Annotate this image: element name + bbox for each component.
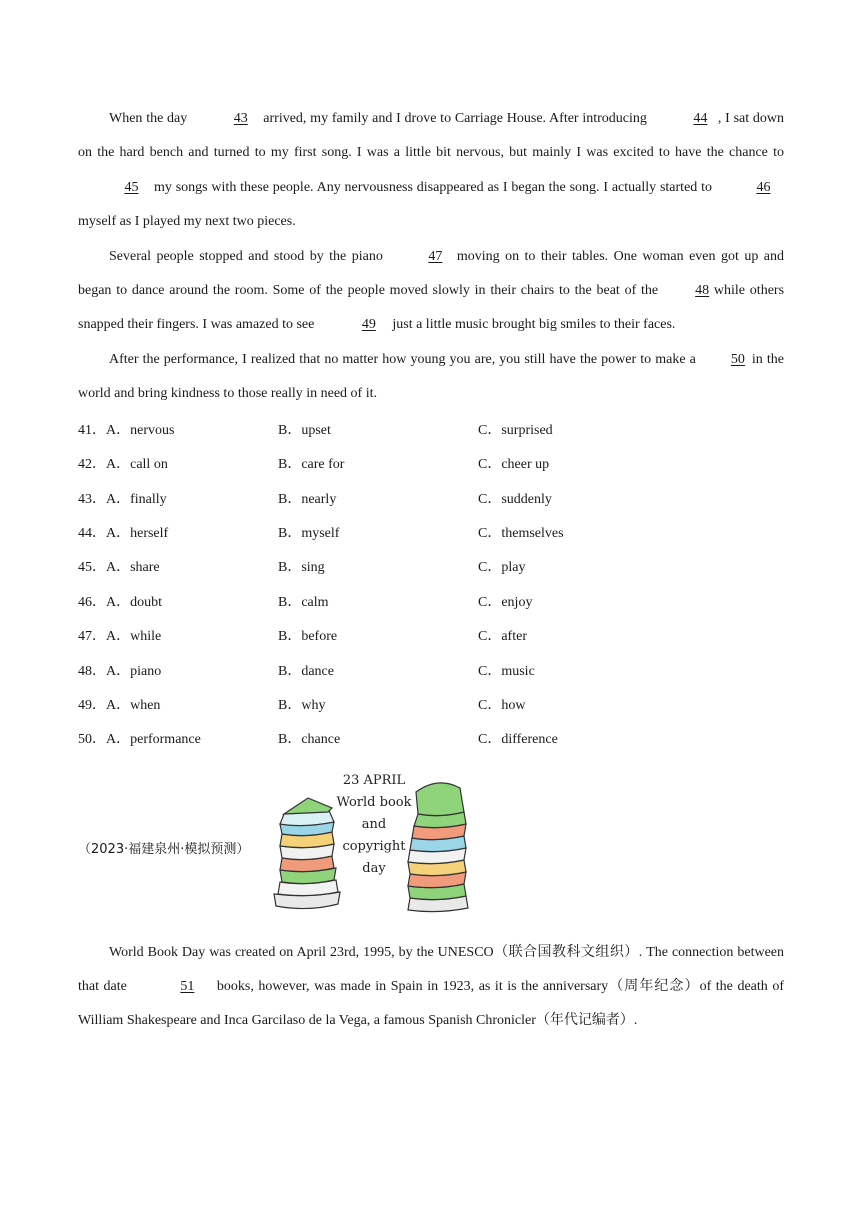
- option-a: A．finally: [106, 491, 167, 507]
- option-row: [78, 652, 784, 686]
- text: arrived, my family and I drove to Carriage House. After introducing: [263, 111, 647, 126]
- option-c: C．music: [478, 663, 535, 679]
- option-b: B．why: [278, 697, 326, 713]
- content-area: [78, 102, 784, 1039]
- paragraph-3: [78, 343, 784, 412]
- paragraph-2: [78, 240, 784, 343]
- text: moving on to their tables. One woman even got up and began to dance around the room. Some of the people moved slowly in their chairs to the beat of the: [78, 248, 784, 299]
- paragraph-1: [78, 102, 784, 240]
- world-book-day-poster: [268, 768, 480, 918]
- option-b: B．upset: [278, 422, 331, 438]
- option-b: B．sing: [278, 560, 325, 576]
- text: books, however, was made in Spain in 1923, as it is the anniversary（周年纪念）of the death of William Shakespeare and Inca Garcilaso de la Vega, a famous Spanish Chronicler（年代记编者）.: [78, 978, 784, 1029]
- poster-line-3: and: [361, 816, 387, 832]
- source-row: [78, 768, 784, 918]
- option-row: [78, 584, 784, 618]
- option-b: B．myself: [278, 526, 340, 542]
- blank-51: 51: [180, 978, 195, 994]
- text: my songs with these people. Any nervousness disappeared as I began the song. I actually started to: [154, 179, 712, 195]
- option-c: C．after: [478, 629, 527, 645]
- option-b: B．dance: [278, 663, 334, 679]
- option-a: A．when: [106, 697, 161, 713]
- option-row: [78, 618, 784, 652]
- poster-line-4: copyright: [342, 838, 406, 854]
- option-a: A．nervous: [106, 422, 175, 438]
- question-number: 45．: [78, 560, 106, 576]
- option-a: A．piano: [106, 663, 162, 679]
- blank-48: 48: [695, 283, 710, 299]
- text: After the performance, I realized that no matter how young you are, you still have the power to make a: [109, 351, 696, 367]
- blank-47: 47: [428, 248, 443, 264]
- option-row: [78, 480, 784, 514]
- blank-50: 50: [730, 351, 745, 367]
- question-number: 46．: [78, 594, 106, 610]
- option-c: C．suddenly: [478, 491, 552, 507]
- option-a: A．while: [106, 629, 162, 645]
- blank-49: 49: [361, 317, 376, 333]
- poster-line-2: World book: [336, 794, 412, 810]
- option-b: B．care for: [278, 457, 345, 473]
- text: , I sat down on the hard bench and turned to my first song. I was a little bit nervous, but mainly I was excited to have the chance to: [78, 111, 784, 161]
- option-a: A．doubt: [106, 594, 162, 610]
- question-number: 43．: [78, 491, 106, 507]
- option-row: [78, 721, 784, 755]
- blank-43: 43: [233, 111, 248, 126]
- text: myself as I played my next two pieces.: [78, 214, 296, 230]
- text: Several people stopped and stood by the piano: [109, 248, 383, 264]
- option-row: [78, 412, 784, 446]
- text: just a little music brought big smiles to their faces.: [392, 317, 676, 333]
- option-c: C．enjoy: [478, 594, 533, 610]
- question-number: 47．: [78, 629, 106, 645]
- option-a: A．performance: [106, 732, 201, 748]
- option-a: A．share: [106, 560, 160, 576]
- option-c: C．how: [478, 697, 526, 713]
- options-list: [78, 412, 784, 756]
- option-row: [78, 549, 784, 583]
- question-number: 42．: [78, 457, 106, 473]
- option-row: [78, 446, 784, 480]
- text: When the day: [109, 111, 188, 126]
- option-c: C．play: [478, 560, 526, 576]
- text: World Book Day was created on April 23rd, 1995, by the UNESCO（联合国教科文组织）. The connection between that date: [78, 944, 784, 994]
- blank-45: 45: [124, 179, 139, 195]
- option-c: C．surprised: [478, 422, 553, 438]
- paragraph-4: [78, 936, 784, 1039]
- option-a: A．call on: [106, 457, 168, 473]
- right-book-stack-icon: [408, 782, 468, 911]
- text: while others snapped their fingers. I was amazed to see: [78, 283, 785, 333]
- poster-line-5: day: [362, 860, 386, 876]
- question-number: 41．: [78, 422, 106, 438]
- left-book-stack-icon: [274, 798, 340, 909]
- question-number: 44．: [78, 526, 106, 542]
- option-b: B．calm: [278, 594, 329, 610]
- poster-line-1: 23 APRIL: [342, 772, 406, 788]
- option-c: C．difference: [478, 732, 558, 748]
- text: in the world and bring kindness to those really in need of it.: [78, 351, 784, 402]
- question-number: 48．: [78, 663, 106, 679]
- blank-46: 46: [756, 179, 771, 195]
- question-number: 49．: [78, 697, 106, 713]
- option-b: B．before: [278, 629, 338, 645]
- option-c: C．themselves: [478, 526, 564, 542]
- option-b: B．nearly: [278, 491, 337, 507]
- option-row: [78, 687, 784, 721]
- option-c: C．cheer up: [478, 457, 550, 473]
- option-b: B．chance: [278, 732, 341, 748]
- blank-44: 44: [693, 111, 708, 126]
- question-number: 50．: [78, 732, 106, 748]
- source-label: （2023·福建泉州·模拟预测）: [78, 841, 250, 857]
- option-row: [78, 515, 784, 549]
- option-a: A．herself: [106, 526, 169, 542]
